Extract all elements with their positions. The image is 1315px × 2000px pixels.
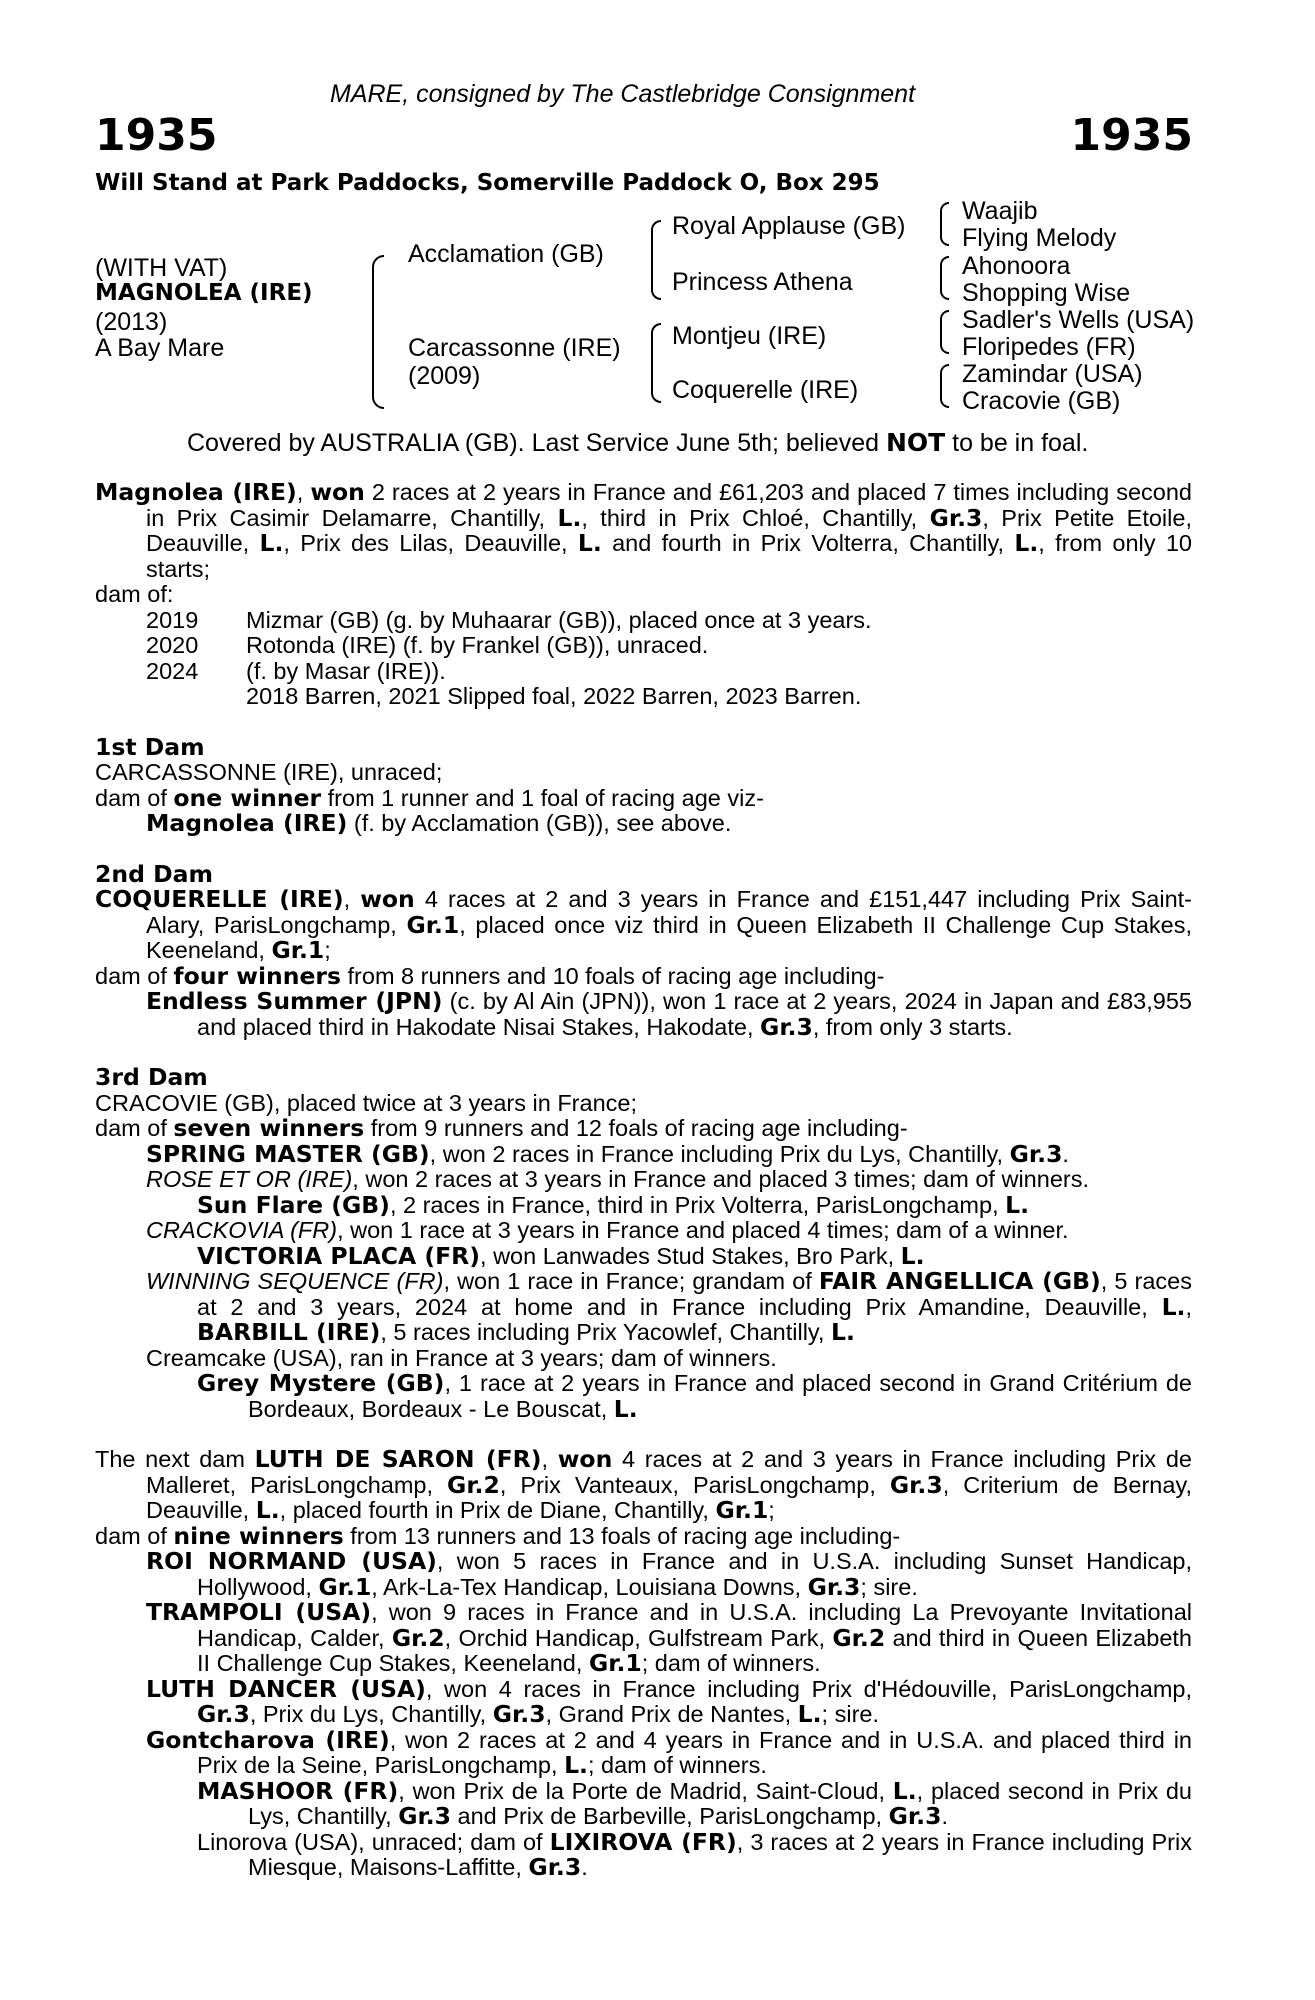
next-dam-grandchild: MASHOOR (FR), won Prix de la Porte de Madrid, Saint-Cloud, L., placed second in Prix du Lys, Chantilly, Gr.3 and Prix de Barbeville, ParisLongchamp, Gr.3. <box>197 1776 1192 1830</box>
produce-row: 2019 Mizmar (GB) (g. by Muhaarar (GB)), placed once at 3 years. <box>146 606 872 633</box>
third-dam-grandchild: Grey Mystere (GB), 1 race at 2 years in France and placed second in Grand Critérium de Bordeaux, Bordeaux - Le Bouscat, L. <box>197 1369 1192 1423</box>
third-dam-runner: ROSE ET OR (IRE), won 2 races at 3 years in France and placed 3 times; dam of winners. <box>146 1166 1089 1192</box>
pedigree-brace <box>940 364 949 408</box>
ancestor-dsd: Floripedes (FR) <box>962 333 1136 361</box>
horse-description: A Bay Mare <box>95 334 225 362</box>
sire: Acclamation (GB) <box>408 240 604 268</box>
vat-note: (WITH VAT) <box>95 254 228 282</box>
next-dam-grandchild: Linorova (USA), unraced; dam of LIXIROVA (FR), 3 races at 2 years in France including Prix Miesque, Maisons-Laffitte, Gr.3. <box>197 1827 1192 1881</box>
produce-row: 2024 (f. by Masar (IRE)). <box>146 657 446 684</box>
first-dam-line: CARCASSONNE (IRE), unraced; <box>95 759 443 785</box>
next-dam-runner: LUTH DANCER (USA), won 4 races in France including Prix d'Hédouville, ParisLongchamp, Gr.3, Prix du Lys, Chantilly, Gr.3, Grand Prix de Nantes, L.; sire. <box>146 1674 1192 1728</box>
consignment-line: MARE, consigned by The Castlebridge Consignment <box>330 80 916 108</box>
stand-location: Will Stand at Park Paddocks, Somerville Paddock O, Box 295 <box>95 170 880 196</box>
third-dam-grandchild: VICTORIA PLACA (FR), won Lanwades Stud Stakes, Bro Park, L. <box>197 1241 925 1270</box>
ancestor-ddd: Cracovie (GB) <box>962 387 1121 415</box>
mare-summary: Magnolea (IRE), won 2 races at 2 years in France and £61,203 and placed 7 times including second in Prix Casimir Delamarre, Chantilly, L., third in Prix Chloé, Chantilly, Gr.3, Prix Petite Etoile, Deauville, L., Prix des Lilas, Deauville, L. and fourth in Prix Volterra, Chantilly, L., from only 10 starts; <box>95 478 1192 582</box>
dam-of-label: dam of: <box>95 581 174 607</box>
third-dam-heading: 3rd Dam <box>95 1063 208 1091</box>
next-dam-record: The next dam LUTH DE SARON (FR), won 4 races at 2 and 3 years in France including Prix de Malleret, ParisLongchamp, Gr.2, Prix Vanteaux, ParisLongchamp, Gr.3, Criterium de Bernay, Deauville, L., placed fourth in Prix de Diane, Chantilly, Gr.1; <box>95 1445 1192 1524</box>
next-dam-runner: Gontcharova (IRE), won 2 races at 2 and 4 years in France and in U.S.A. and placed third in Prix de la Seine, ParisLongchamp, L.; dam of winners. <box>146 1725 1192 1779</box>
ancestor-ssd: Flying Melody <box>962 224 1117 252</box>
pedigree-brace <box>372 255 384 409</box>
first-dam-heading: 1st Dam <box>95 732 205 761</box>
second-dam-heading: 2nd Dam <box>95 859 213 888</box>
produce-row: 2020 Rotonda (IRE) (f. by Frankel (GB)), unraced. <box>146 632 709 658</box>
pedigree-brace <box>940 256 949 300</box>
ancestor-dss: Sadler's Wells (USA) <box>962 306 1195 334</box>
produce-row: 2018 Barren, 2021 Slipped foal, 2022 Barren, 2023 Barren. <box>246 683 862 709</box>
third-dam-runner: CRACKOVIA (FR), won 1 race at 3 years in France and placed 4 times; dam of a winner. <box>146 1217 1069 1243</box>
first-dam-produce: dam of one winner from 1 runner and 1 foal of racing age viz- <box>95 783 764 812</box>
third-dam-runner: WINNING SEQUENCE (FR), won 1 race in France; grandam of FAIR ANGELLICA (GB), 5 races at 2 and 3 years, 2024 at home and in France including Prix Amandine, Deauville, L., BARBILL (IRE), 5 races including Prix Yacowlef, Chantilly, L. <box>146 1267 1193 1346</box>
pedigree-brace <box>651 220 661 300</box>
dam: Carcassonne (IRE) <box>408 334 621 362</box>
ancestor-sds: Ahonoora <box>962 252 1071 280</box>
dam-year: (2009) <box>408 362 481 390</box>
third-dam-runner: Creamcake (USA), ran in France at 3 years; dam of winners. <box>146 1344 777 1371</box>
next-dam-runner: ROI NORMAND (USA), won 5 races in France and in U.S.A. including Sunset Handicap, Hollywood, Gr.1, Ark-La-Tex Handicap, Louisiana Downs, Gr.3; sire. <box>146 1547 1193 1601</box>
second-dam-record: COQUERELLE (IRE), won 4 races at 2 and 3 years in France and £151,447 including Prix Saint-Alary, ParisLongchamp, Gr.1, placed once viz third in Queen Elizabeth II Challenge Cup Stakes, Keeneland, Gr.1; <box>95 885 1192 964</box>
ancestor-dds: Zamindar (USA) <box>962 360 1143 388</box>
pedigree-brace <box>940 202 949 246</box>
lot-number-left: 1935 <box>95 110 218 161</box>
pedigree-brace <box>940 310 949 354</box>
dam-dam: Coquerelle (IRE) <box>672 376 859 404</box>
next-dam-runner: TRAMPOLI (USA), won 9 races in France and in U.S.A. including La Prevoyante Invitational Handicap, Calder, Gr.2, Orchid Handicap, Gulfstream Park, Gr.2 and third in Queen Elizabeth II Challenge Cup Stakes, Keeneland, Gr.1; dam of winners. <box>146 1598 1192 1677</box>
third-dam-produce: dam of seven winners from 9 runners and 12 foals of racing age including- <box>95 1114 908 1142</box>
next-dam-produce: dam of nine winners from 13 runners and 13 foals of racing age including- <box>95 1521 901 1550</box>
ancestor-sdd: Shopping Wise <box>962 279 1131 307</box>
dam-sire: Montjeu (IRE) <box>672 322 827 350</box>
first-dam-runner: Magnolea (IRE) (f. by Acclamation (GB)), see above. <box>146 809 732 837</box>
lot-number-right: 1935 <box>1070 110 1193 161</box>
covered-note: Covered by AUSTRALIA (GB). Last Service June 5th; believed NOT to be in foal. <box>187 428 1089 457</box>
produce-table <box>146 608 872 710</box>
third-dam-runner: SPRING MASTER (GB), won 2 races in France including Prix du Lys, Chantilly, Gr.3. <box>146 1139 1069 1168</box>
second-dam-runner: Endless Summer (JPN) (c. by Al Ain (JPN)), won 1 race at 2 years, 2024 in Japan and £83,955 and placed third in Hakodate Nisai Stakes, Hakodate, Gr.3, from only 3 starts. <box>146 987 1192 1041</box>
third-dam-grandchild: Sun Flare (GB), 2 races in France, third in Prix Volterra, ParisLongchamp, L. <box>197 1190 1030 1219</box>
horse-name: MAGNOLEA (IRE) <box>95 280 313 306</box>
horse-year: (2013) <box>95 308 168 336</box>
sire-sire: Royal Applause (GB) <box>672 212 906 240</box>
sire-dam: Princess Athena <box>672 268 853 296</box>
third-dam-line: CRACOVIE (GB), placed twice at 3 years in France; <box>95 1089 637 1116</box>
ancestor-sss: Waajib <box>962 197 1038 225</box>
pedigree-brace <box>651 323 661 403</box>
catalogue-body <box>95 480 1192 1881</box>
second-dam-produce: dam of four winners from 8 runners and 10 foals of racing age including- <box>95 961 885 990</box>
